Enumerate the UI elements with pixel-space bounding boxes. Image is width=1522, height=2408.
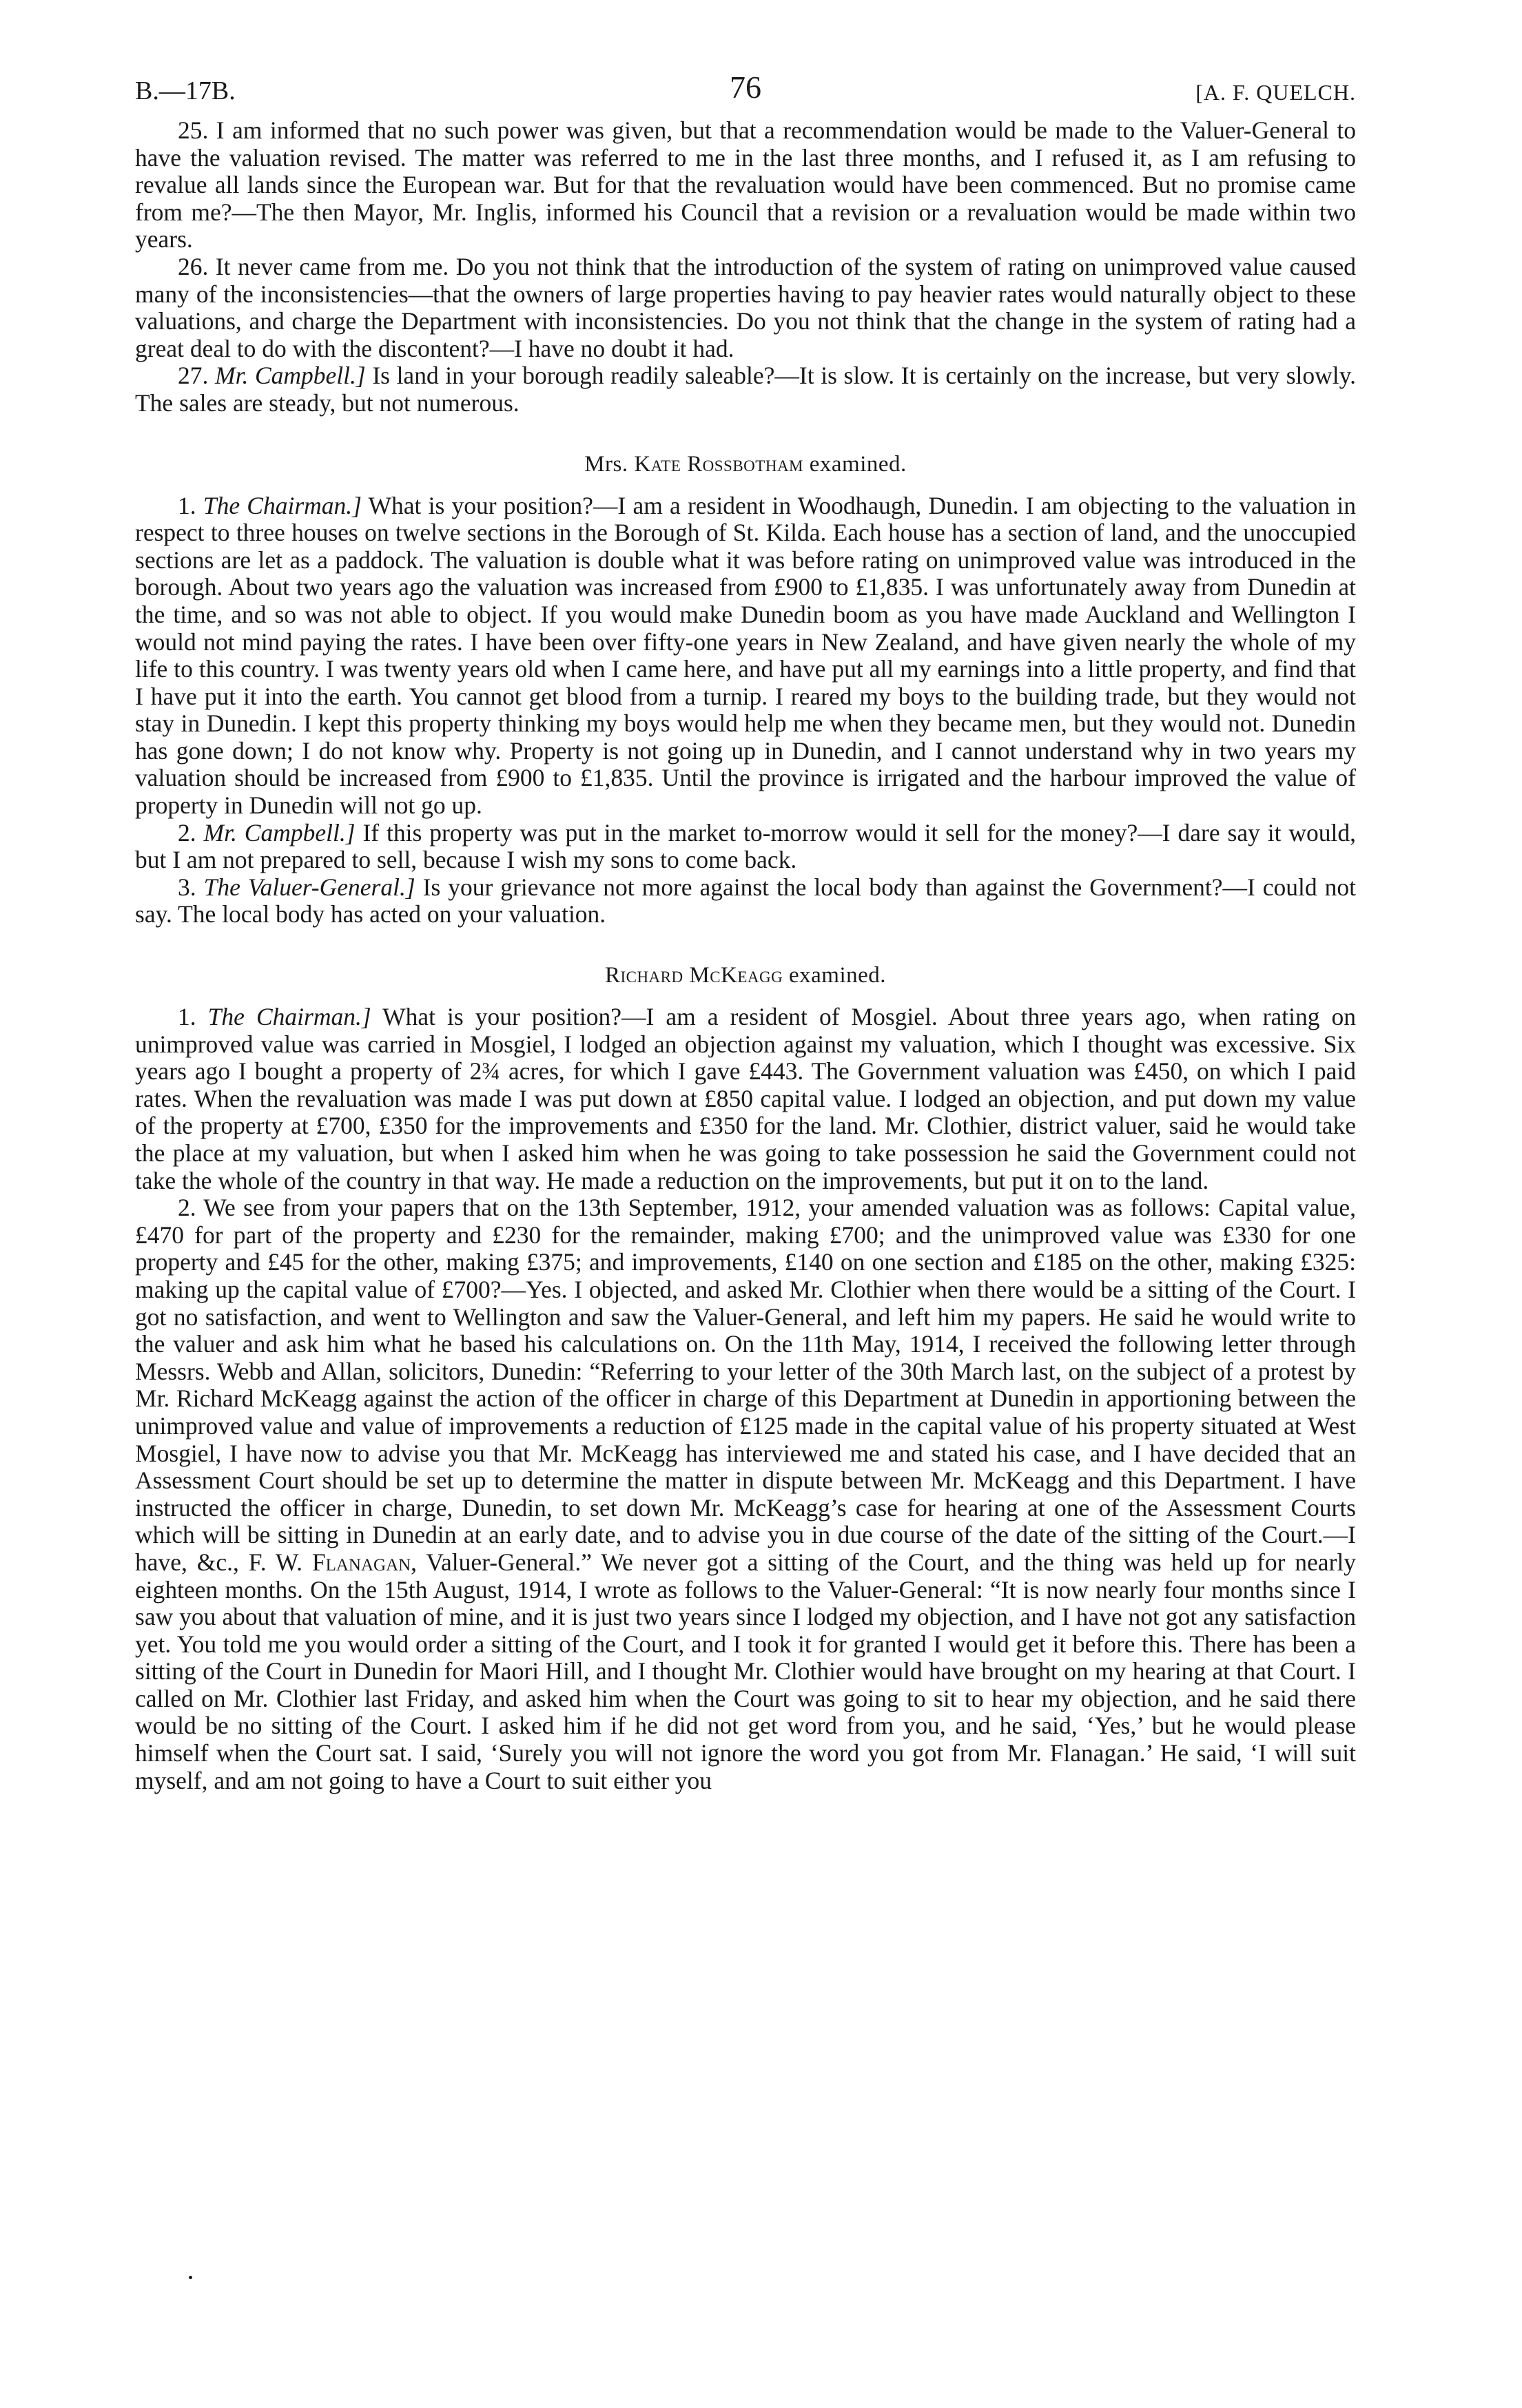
ink-mark: [189, 2276, 192, 2279]
page-header: [135, 62, 1356, 117]
witness-name: Kate Rossbotham: [634, 451, 804, 477]
paragraph-rossbotham-2: [135, 820, 1356, 874]
paragraph-mckeagg-2: [135, 1194, 1356, 1794]
question-text-continued: Valuer-General.” We never got a sitting of the Court, and the thing was held up for nearly eighteen months. On the 15th August, 1914, I wrote as follows to the Valuer-General: “It is now nearly four months since I saw you about that valuation of mine, and it is just two years since I lodged my objection, and I have not got any satisfaction yet. You told me you would order a sitting of the Court, and I took it for granted I would get it before this. There has been a sitting of the Court in Dunedin for Maori Hill, and I thought Mr. Clothier would have brought on my hearing at that Court. I called on Mr. Clothier last Friday, and asked him when the Court was going to sit to hear my objection, and he said there would be no sitting of the Court. I asked him if he did not get word from you, and he said, ‘Yes,’ but he would please himself when the Court sat. I said, ‘Surely you will not ignore the word you got from Mr. Flanagan.’ He said, ‘I will suit myself, and am not going to have a Court to suit either you: [135, 1548, 1356, 1794]
document-page: [135, 62, 1356, 1794]
signature-name: F. W. Flanagan,: [248, 1548, 418, 1576]
speaker: The Valuer-General.]: [203, 873, 415, 901]
question-number: 3.: [178, 873, 196, 901]
paragraph-rossbotham-3: [135, 874, 1356, 928]
question-text: 2. We see from your papers that on the 13th September, 1912, your amended valuation was as follows: Capital value, £470 for part of the property and £230 for the remainder, making £700; and the unimproved value was £330 for one property and £45 for the other, making £375; and improvements, £140 on one section and £185 on the other, making £325: making up the capital value of £700?—Yes. I objected, and asked Mr. Clothier when there would be a sitting of the Court. I got no satisfaction, and went to Wellington and saw the Valuer-General, and left him my papers. He said he would write to the valuer and ask him what he based his calculations on. On the 11th May, 1914, I received the following letter through Messrs. Webb and Allan, solicitors, Dunedin: “Referring to your letter of the 30th March last, on the subject of a protest by Mr. Richard McKeagg against the action of the officer in charge of this Department at Dunedin in apportioning between the unimproved value and value of improvements a reduction of £125 made in the capital value of his property situated at West Mosgiel, I have now to advise you that Mr. McKeagg has interviewed me and stated his case, and I have decided that an Assessment Court should be set up to determine the matter in dispute between Mr. McKeagg and this Department. I have instructed the officer in charge, Dunedin, to set down Mr. McKeagg’s case for hearing at one of the Assessment Courts which will be sitting in Dunedin at an early date, and to advise you in due course of the date of the sitting of the Court.—I have, &c.,: [135, 1194, 1356, 1576]
paragraph-quelch-27: [135, 362, 1356, 417]
paragraph-quelch-25: 25. I am informed that no such power was given, but that a recommendation would be made to the Valuer-General to have the valuation revised. The matter was referred to me in the last three months, and I refused it, as I am refusing to revalue all lands since the European war. But for that the revaluation would have been commenced. But no promise came from me?—The then Mayor, Mr. Inglis, informed his Council that a revision or a revaluation would be made within two years.: [135, 116, 1356, 253]
witness-heading-rossbotham: Mrs. Kate Rossbotham examined.: [584, 451, 907, 477]
question-text: What is your position?—I am a resident in Woodhaugh, Dunedin. I am objecting to the valuation in respect to three houses on twelve sections in the Borough of St. Kilda. Each house has a section of land, and the unoccupied sections are let as a paddock. The valuation is double what it was before rating on unimproved value was introduced in the borough. About two years ago the valuation was increased from £900 to £1,835. I was unfortunately away from Dunedin at the time, and so was not able to object. If you would make Dunedin boom as you have made Auckland and Wellington I would not mind paying the rates. I have been over fifty-one years in New Zealand, and have given nearly the whole of my life to this country. I was twenty years old when I came here, and have put all my earnings into a little property, and find that I have put it into the earth. You cannot get blood from a turnip. I reared my boys to the building trade, but they would not stay in Dunedin. I kept this property thinking my boys would help me when they became men, but they would not. Dunedin has gone down; I do not know why. Property is not going up in Dunedin, and I cannot understand why in two years my valuation should be increased from £900 to £1,835. Until the province is irrigated and the harbour improved the value of property in Dunedin will not go up.: [135, 491, 1356, 820]
speaker: The Chairman.]: [207, 1003, 371, 1031]
question-text: Is land in your borough readily saleable?—It is slow. It is certainly on the increase, but very slowly. The sales are steady, but not numerous.: [135, 362, 1356, 417]
question-number: 1.: [178, 491, 196, 519]
question-text: Is your grievance not more against the local body than against the Government?—I could not say. The local body has acted on your valuation.: [135, 873, 1356, 928]
question-text: If this property was put in the market to-morrow would it sell for the money?—I dare say it would, but I am not prepared to sell, because I wish my sons to come back.: [135, 818, 1357, 874]
question-number: 2.: [178, 818, 196, 847]
speaker: Mr. Campbell.]: [215, 362, 366, 390]
paragraph-quelch-26: 26. It never came from me. Do you not think that the introduction of the system of rating on unimproved value caused many of the inconsistencies—that the owners of large properties having to pay heavier rates would naturally object to these valuations, and charge the Department with inconsistencies. Do you not think that the change in the system of rating had a great deal to do with the discontent?—I have no doubt it had.: [135, 252, 1356, 362]
document-reference: B.—17B.: [135, 76, 236, 105]
question-number: 1.: [178, 1003, 196, 1031]
question-text: What is your position?—I am a resident of Mosgiel. About three years ago, when rating on unimproved value was carried in Mosgiel, I lodged an objection against my valuation, which I thought was excessive. Six years ago I bought a property of 2¾ acres, for which I gave £443. The Government valuation was £450, on which I paid rates. When the revaluation was made I was put down at £850 capital value. I lodged an objection, and put down my value of the property at £700, £350 for the improvements and £350 for the land. Mr. Clothier, district valuer, said he would take the place at my valuation, but when I asked him when he was going to take possession he said the Government could not take the whole of the country in that way. He made a reduction on the improvements, but put it on to the land.: [135, 1003, 1357, 1194]
question-number: 27.: [178, 362, 209, 390]
paragraph-mckeagg-1: [135, 1004, 1356, 1194]
witness-heading-mckeagg: Richard McKeagg examined.: [604, 963, 887, 988]
witness-name: Richard McKeagg: [604, 963, 783, 988]
speaker: The Chairman.]: [203, 491, 362, 519]
speaker: Mr. Campbell.]: [203, 818, 356, 847]
witness-running-head: [A. F. QUELCH.: [1195, 80, 1356, 105]
page-number: 76: [730, 70, 761, 105]
paragraph-rossbotham-1: [135, 492, 1356, 820]
